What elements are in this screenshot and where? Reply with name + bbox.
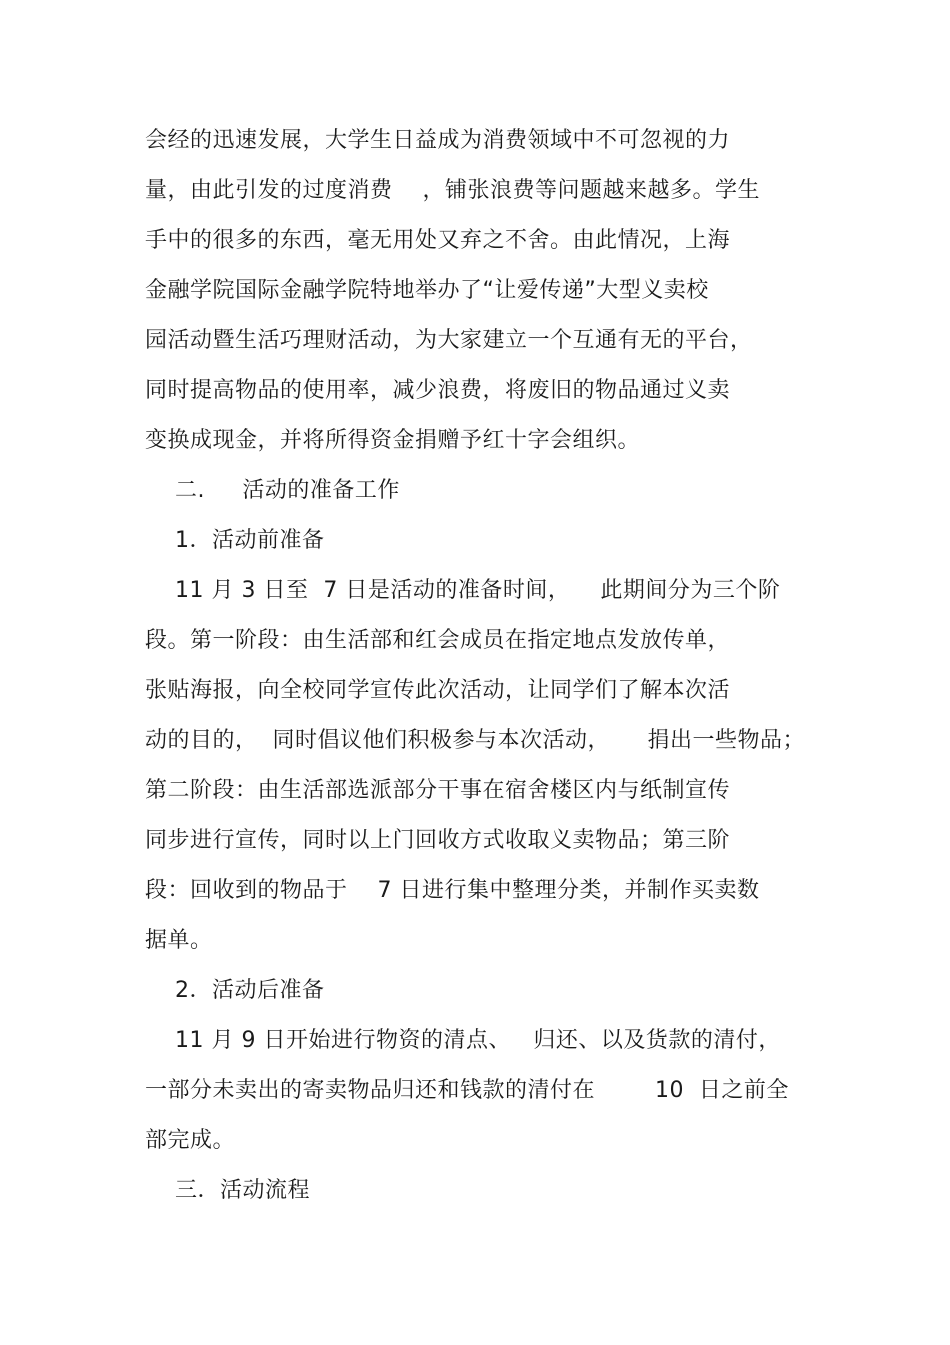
text-line-7: 变换成现金，并将所得资金捐赠予红十字会组织。 (145, 428, 641, 453)
section-heading-2: 二. 活动的准备工作 (145, 478, 400, 503)
text-line-15: 同步进行宣传，同时以上门回收方式收取义卖物品；第三阶 (145, 828, 731, 853)
text-line-1: 会经的迅速发展，大学生日益成为消费领域中不可忽视的力 (145, 128, 731, 153)
text-line-5: 园活动暨生活巧理财活动，为大家建立一个互通有无的平台， (145, 328, 753, 353)
text-line-21: 部完成。 (145, 1128, 236, 1153)
text-line-13: 动的目的， 同时倡议他们积极参与本次活动， 捐出一些物品； (145, 728, 805, 753)
text-line-3: 手中的很多的东西，毫无用处又弃之不舍。由此情况，上海 (145, 228, 731, 253)
text-line-12: 张贴海报，向全校同学宣传此次活动，让同学们了解本次活 (145, 678, 731, 703)
subsection-heading-2: 2．活动后准备 (145, 978, 325, 1003)
text-line-20: 一部分未卖出的寄卖物品归还和钱款的清付在 10 日之前全 (145, 1078, 789, 1103)
text-line-17: 据单。 (145, 928, 213, 953)
text-line-4: 金融学院国际金融学院特地举办了“让爱传递”大型义卖校 (145, 278, 709, 303)
text-line-11: 段。第一阶段：由生活部和红会成员在指定地点发放传单， (145, 628, 731, 653)
text-line-10: 11 月 3 日至 7 日是活动的准备时间， 此期间分为三个阶 (145, 578, 781, 603)
text-line-6: 同时提高物品的使用率，减少浪费，将废旧的物品通过义卖 (145, 378, 731, 403)
section-heading-3: 三．活动流程 (145, 1178, 310, 1203)
text-line-14: 第二阶段：由生活部选派部分干事在宿舍楼区内与纸制宣传 (145, 778, 731, 803)
text-line-19: 11 月 9 日开始进行物资的清点、 归还、以及货款的清付， (145, 1028, 781, 1053)
subsection-heading-1: 1．活动前准备 (145, 528, 325, 553)
text-line-2: 量，由此引发的过度消费 ，铺张浪费等问题越来越多。学生 (145, 178, 760, 203)
text-line-16: 段：回收到的物品于 7 日进行集中整理分类，并制作买卖数 (145, 878, 760, 903)
